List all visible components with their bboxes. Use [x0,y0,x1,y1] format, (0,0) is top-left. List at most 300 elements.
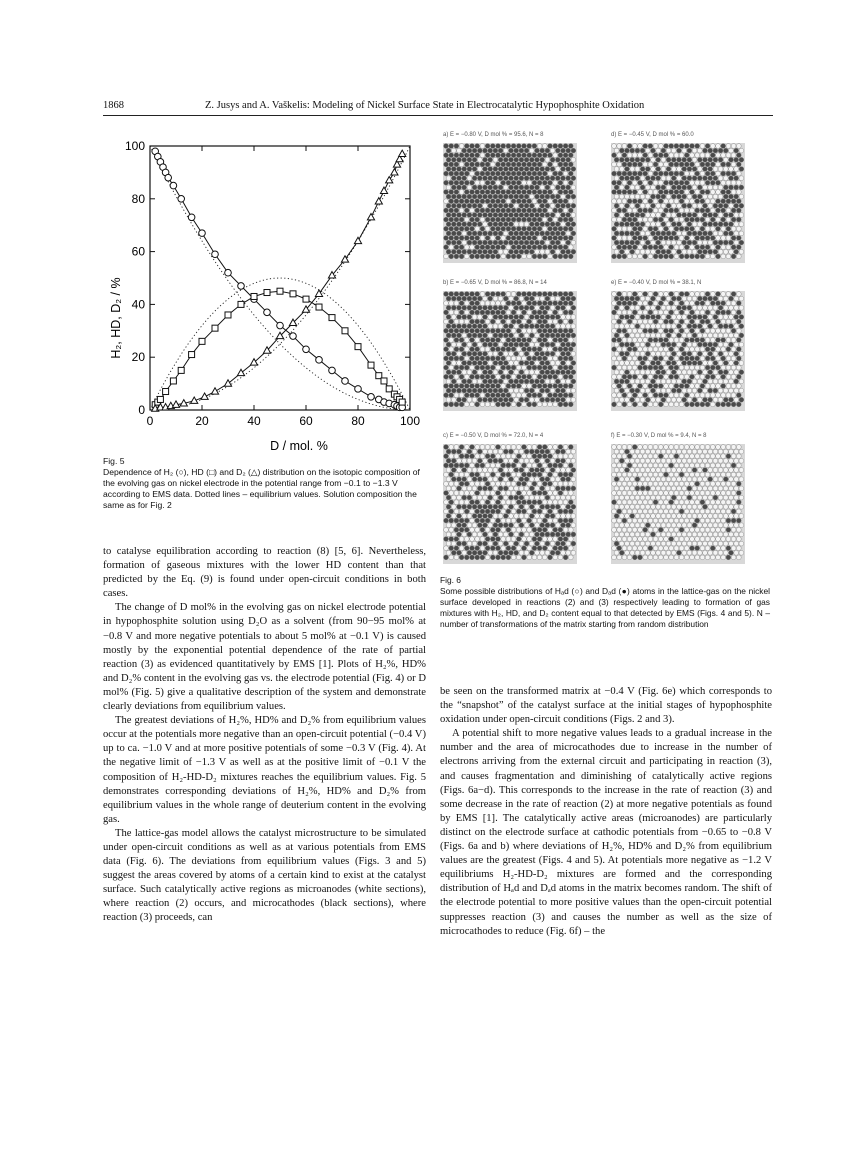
h-atom-site [514,388,519,393]
h-atom-site [614,449,619,454]
h-atom-site [718,550,723,555]
d-atom-site [467,231,472,236]
h-atom-site [568,527,573,532]
d-atom-site [485,144,490,149]
d-atom-site [464,180,469,185]
h-atom-site [632,472,637,477]
d-atom-site [548,463,553,468]
d-atom-site [687,351,692,356]
h-atom-site [671,486,676,491]
h-atom-site [684,445,689,450]
h-atom-site [648,236,653,241]
h-atom-site [651,550,656,555]
h-atom-site [684,472,689,477]
h-atom-site [532,338,537,343]
h-atom-site [612,555,617,560]
h-atom-site [537,144,542,149]
d-atom-site [669,217,674,222]
h-atom-site [716,328,721,333]
d-atom-site [679,226,684,231]
d-atom-site [632,402,637,407]
h-atom-site [739,468,744,473]
h-atom-site [716,144,721,149]
d-atom-site [451,213,456,218]
d-atom-site [444,328,449,333]
h-atom-site [731,555,736,560]
d-atom-site [656,315,661,320]
h-atom-site [645,231,650,236]
d-atom-site [568,171,573,176]
h-atom-site [496,463,501,468]
h-atom-site [449,365,454,370]
d-atom-site [459,301,464,306]
d-atom-site [490,374,495,379]
h-atom-site [653,491,658,496]
d-atom-site [630,514,635,519]
h-atom-site [692,486,697,491]
d-atom-site [490,384,495,389]
h-atom-site [483,449,488,454]
d-atom-site [679,180,684,185]
h-atom-site [529,370,534,375]
h-atom-site [710,328,715,333]
h-atom-site [545,379,550,384]
h-atom-site [555,495,560,500]
h-atom-site [687,333,692,338]
d-atom-site [656,194,661,199]
h-atom-site [571,397,576,402]
h-atom-site [674,319,679,324]
h-atom-site [703,388,708,393]
d-atom-site [669,171,674,176]
d-atom-site [524,176,529,181]
d-atom-site [705,190,710,195]
d-atom-site [509,157,514,162]
d-atom-site [480,190,485,195]
d-atom-site [480,328,485,333]
h-atom-site [617,555,622,560]
d-atom-site [734,194,739,199]
d-atom-site [501,292,506,297]
d-atom-site [496,402,501,407]
h-atom-site [561,504,566,509]
d-atom-site [736,500,741,505]
d-atom-site [718,370,723,375]
d-atom-site [635,240,640,245]
h-atom-site [731,472,736,477]
d-atom-site [516,245,521,250]
h-atom-site [658,491,663,496]
d-atom-site [716,338,721,343]
d-atom-site [535,157,540,162]
h-atom-site [726,292,731,297]
h-atom-site [645,148,650,153]
d-atom-site [692,324,697,329]
h-atom-site [697,305,702,310]
d-atom-site [617,384,622,389]
d-atom-site [451,231,456,236]
h-atom-site [617,402,622,407]
h-atom-site [617,518,622,523]
d-atom-site [545,203,550,208]
h-atom-site [697,148,702,153]
d-atom-site [483,514,488,519]
d-atom-site [669,162,674,167]
h-atom-site [459,546,464,551]
d-atom-site [496,445,501,450]
d-atom-site [483,388,488,393]
d-atom-site [516,180,521,185]
d-atom-site [630,342,635,347]
h-atom-site [514,514,519,519]
h-atom-site [516,527,521,532]
d-atom-site [550,249,555,254]
h-atom-site [695,190,700,195]
h-atom-site [514,361,519,366]
h-atom-site [640,379,645,384]
h-atom-site [666,477,671,482]
h-atom-site [462,333,467,338]
h-atom-site [566,315,571,320]
h-atom-site [485,226,490,231]
d-atom-site [705,245,710,250]
d-atom-site [630,240,635,245]
h-atom-site [519,550,524,555]
d-atom-site [550,342,555,347]
h-atom-site [729,541,734,546]
h-atom-site [488,361,493,366]
h-atom-site [713,185,718,190]
h-atom-site [739,388,744,393]
d-atom-site [555,449,560,454]
d-atom-site [503,388,508,393]
d-atom-site [490,509,495,514]
d-atom-site [729,240,734,245]
h-atom-site [470,245,475,250]
d-atom-site [553,171,558,176]
d-atom-site [666,157,671,162]
h2-data-point [355,386,362,393]
d-atom-site [625,157,630,162]
h-atom-site [648,254,653,259]
d-atom-site [509,370,514,375]
d-atom-site [498,370,503,375]
d-atom-site [529,388,534,393]
d-atom-site [674,171,679,176]
d-atom-site [619,148,624,153]
h-atom-site [464,356,469,361]
h-atom-site [718,379,723,384]
d-atom-site [682,213,687,218]
h-atom-site [622,546,627,551]
h-atom-site [566,550,571,555]
d-atom-site [493,148,498,153]
h-atom-site [682,504,687,509]
h-atom-site [522,301,527,306]
d-atom-site [679,472,684,477]
d-atom-site [553,208,558,213]
h-atom-site [617,491,622,496]
d-atom-site [444,347,449,352]
h-atom-site [739,477,744,482]
d-atom-site [454,546,459,551]
d-atom-site [485,180,490,185]
h-atom-site [690,463,695,468]
h-atom-site [516,463,521,468]
d-atom-site [501,208,506,213]
h-atom-site [666,305,671,310]
d-atom-site [540,523,545,528]
h-atom-site [656,388,661,393]
h-atom-site [464,338,469,343]
h-atom-site [617,527,622,532]
d-atom-site [496,226,501,231]
h-atom-site [467,477,472,482]
h-atom-site [705,472,710,477]
d-atom-site [475,254,480,259]
d-atom-site [671,185,676,190]
d-atom-site [503,305,508,310]
h-atom-site [674,518,679,523]
d-atom-site [480,226,485,231]
d-atom-site [555,231,560,236]
d-atom-site [480,254,485,259]
d-atom-site [731,208,736,213]
h-atom-site [444,500,449,505]
d-atom-site [464,190,469,195]
h-atom-site [444,509,449,514]
h-atom-site [677,449,682,454]
d-atom-site [477,541,482,546]
h-atom-site [625,486,630,491]
h-atom-site [496,180,501,185]
h-atom-site [669,402,674,407]
h-atom-site [535,370,540,375]
h-atom-site [506,537,511,542]
h-atom-site [671,532,676,537]
h-atom-site [716,374,721,379]
h-atom-site [477,495,482,500]
h-atom-site [470,481,475,486]
h-atom-site [506,500,511,505]
d-atom-site [658,356,663,361]
d-atom-site [542,190,547,195]
h-atom-site [664,463,669,468]
d-atom-site [555,550,560,555]
d-atom-site [475,236,480,241]
h-atom-site [527,310,532,315]
d-atom-site [710,347,715,352]
h-atom-site [648,393,653,398]
h-atom-site [718,514,723,519]
h-atom-site [467,541,472,546]
y-tick-label: 20 [131,350,145,365]
d-atom-site [739,203,744,208]
h2-data-point [368,394,375,401]
d-atom-site [563,347,568,352]
h-atom-site [690,301,695,306]
d-atom-site [485,365,490,370]
d-atom-site [638,199,643,204]
h-atom-site [687,449,692,454]
d-atom-site [493,194,498,199]
h-atom-site [638,393,643,398]
d-atom-site [511,208,516,213]
d-atom-site [540,222,545,227]
d-atom-site [457,324,462,329]
d-atom-site [739,324,744,329]
d-atom-site [472,477,477,482]
d-atom-site [677,249,682,254]
d-atom-site [506,393,511,398]
h-atom-site [496,472,501,477]
h-atom-site [498,532,503,537]
h-atom-site [449,527,454,532]
d-atom-site [446,249,451,254]
h-atom-site [739,541,744,546]
h-atom-site [674,546,679,551]
d-atom-site [490,393,495,398]
h-atom-site [630,532,635,537]
d-atom-site [563,374,568,379]
d-atom-site [485,454,490,459]
d-atom-site [692,176,697,181]
d-atom-site [519,397,524,402]
d-atom-site [446,514,451,519]
h-atom-site [653,144,658,149]
hd-data-point [290,291,296,297]
h-atom-site [734,495,739,500]
d-atom-site [540,167,545,172]
d-atom-site [449,254,454,259]
h-atom-site [690,292,695,297]
d-atom-site [739,397,744,402]
d-atom-site [537,162,542,167]
h-atom-site [721,555,726,560]
d-atom-site [558,217,563,222]
d-atom-site [612,347,617,352]
h-atom-site [459,144,464,149]
d-atom-site [550,514,555,519]
d-atom-site [726,518,731,523]
d-atom-site [444,463,449,468]
h-atom-site [653,199,658,204]
d-atom-site [485,217,490,222]
d-atom-site [498,361,503,366]
h-atom-site [718,249,723,254]
d-atom-site [679,162,684,167]
d-atom-site [721,310,726,315]
d-atom-site [625,240,630,245]
h-atom-site [729,486,734,491]
d-atom-site [532,254,537,259]
h-atom-site [506,310,511,315]
h-atom-site [506,481,511,486]
d-atom-site [550,157,555,162]
h-atom-site [467,523,472,528]
d-atom-site [723,240,728,245]
h-atom-site [710,537,715,542]
h-atom-site [716,153,721,158]
h-atom-site [653,546,658,551]
d-atom-site [625,370,630,375]
d-atom-site [640,185,645,190]
d-atom-site [477,249,482,254]
d-atom-site [514,148,519,153]
d-atom-site [511,226,516,231]
d-atom-site [622,254,627,259]
d-atom-site [542,445,547,450]
d-atom-site [462,504,467,509]
d-atom-site [542,319,547,324]
d-atom-site [488,296,493,301]
d-atom-site [682,240,687,245]
d-atom-site [568,292,573,297]
d-atom-site [532,509,537,514]
h-atom-site [632,208,637,213]
d-atom-site [532,402,537,407]
h-atom-site [614,324,619,329]
h-atom-site [674,310,679,315]
lattice-panel-c [443,433,577,564]
d-atom-site [501,472,506,477]
d-atom-site [444,491,449,496]
h-atom-site [697,541,702,546]
d-atom-site [645,176,650,181]
d-atom-site [524,324,529,329]
h-atom-site [522,527,527,532]
h-atom-site [705,518,710,523]
d-atom-site [514,458,519,463]
h-atom-site [446,468,451,473]
d-atom-site [700,245,705,250]
d-atom-site [718,148,723,153]
d-atom-site [679,347,684,352]
h-atom-site [638,301,643,306]
h-atom-site [457,495,462,500]
d-atom-site [625,222,630,227]
h-atom-site [677,458,682,463]
h-atom-site [550,361,555,366]
d-atom-site [653,162,658,167]
d-atom-site [690,144,695,149]
d-atom-site [713,203,718,208]
d-atom-site [472,222,477,227]
d-atom-site [537,393,542,398]
h-atom-site [661,477,666,482]
h-atom-site [627,393,632,398]
h-atom-site [664,445,669,450]
h-atom-site [734,477,739,482]
hd-data-point [225,312,231,318]
d-atom-site [687,379,692,384]
d-atom-site [622,208,627,213]
d-atom-site [529,296,534,301]
h-atom-site [625,495,630,500]
d-atom-site [535,231,540,236]
h-atom-site [535,249,540,254]
h-atom-site [653,537,658,542]
panel-label: a) E = −0.80 V, D mol % = 95.6, N = 8 [443,132,544,138]
d-atom-site [454,208,459,213]
h-atom-site [674,292,679,297]
h-atom-site [682,449,687,454]
d-atom-site [464,384,469,389]
d-atom-site [718,351,723,356]
d-atom-site [532,481,537,486]
d-atom-site [558,301,563,306]
d-atom-site [542,208,547,213]
